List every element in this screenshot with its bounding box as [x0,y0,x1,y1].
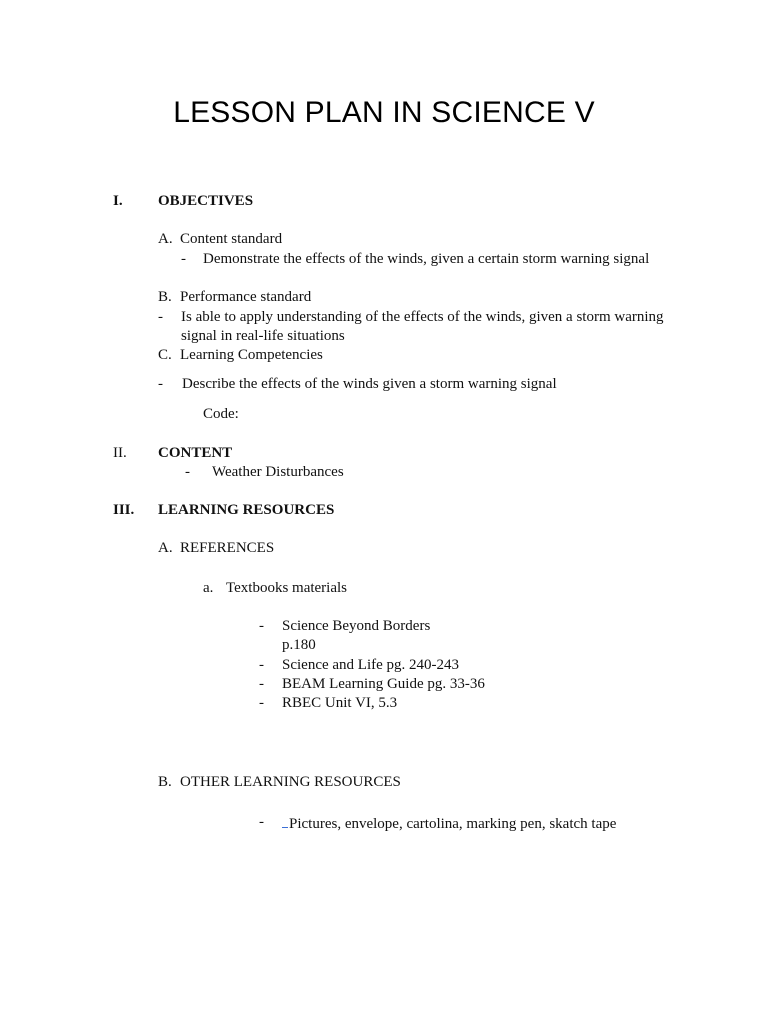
label-textbooks: Textbooks materials [226,580,348,596]
text-performance-standard-line1: Is able to apply understanding of the effects of the winds, given a storm warning [181,309,664,325]
text-content: Weather Disturbances [212,464,344,480]
marker-performance-standard: B. [158,289,172,305]
label-other-resources: OTHER LEARNING RESOURCES [180,774,401,790]
section-numeral-objectives: I. [113,193,123,209]
label-content-standard: Content standard [180,231,283,247]
section-heading-learning-resources: LEARNING RESOURCES [158,502,335,518]
page-title: LESSON PLAN IN SCIENCE V [173,96,595,129]
bullet-performance-standard: - [158,309,163,325]
text-content-standard: Demonstrate the effects of the winds, given a certain storm warning signal [203,251,650,267]
text-textbook-item: BEAM Learning Guide pg. 33-36 [282,676,485,692]
text-textbook-item: Science and Life pg. 240-243 [282,657,460,673]
text-other-resources [282,813,616,834]
bullet-textbook-item: - [259,618,264,634]
hyperlink-underline-mark [282,813,288,828]
marker-references: A. [158,540,173,556]
bullet-textbook-item: - [259,695,264,711]
marker-other-resources: B. [158,774,172,790]
text-textbook-item-continuation: p.180 [282,637,316,653]
marker-content-standard: A. [158,231,173,247]
text-other-resources-value: Pictures, envelope, cartolina, marking pen, skatch tape [289,816,617,832]
bullet-content-standard: - [181,251,186,267]
bullet-other-resources: - [259,814,264,830]
text-textbook-item: Science Beyond Borders [282,618,431,634]
marker-textbooks: a. [203,580,214,596]
marker-learning-competencies: C. [158,347,172,363]
label-performance-standard: Performance standard [180,289,312,305]
section-numeral-content: II. [113,445,127,461]
bullet-content: - [185,464,190,480]
section-heading-content: CONTENT [158,445,233,461]
bullet-textbook-item: - [259,657,264,673]
text-textbook-item: RBEC Unit VI, 5.3 [282,695,398,711]
label-learning-competencies: Learning Competencies [180,347,323,363]
text-performance-standard-line2: signal in real-life situations [181,328,345,344]
bullet-learning-competencies: - [158,376,163,392]
text-learning-competencies: Describe the effects of the winds given a storm warning signal [182,376,557,392]
section-numeral-learning-resources: III. [113,502,135,518]
bullet-textbook-item: - [259,676,264,692]
code-label: Code: [203,406,239,422]
section-heading-objectives: OBJECTIVES [158,193,254,209]
label-references: REFERENCES [180,540,275,556]
